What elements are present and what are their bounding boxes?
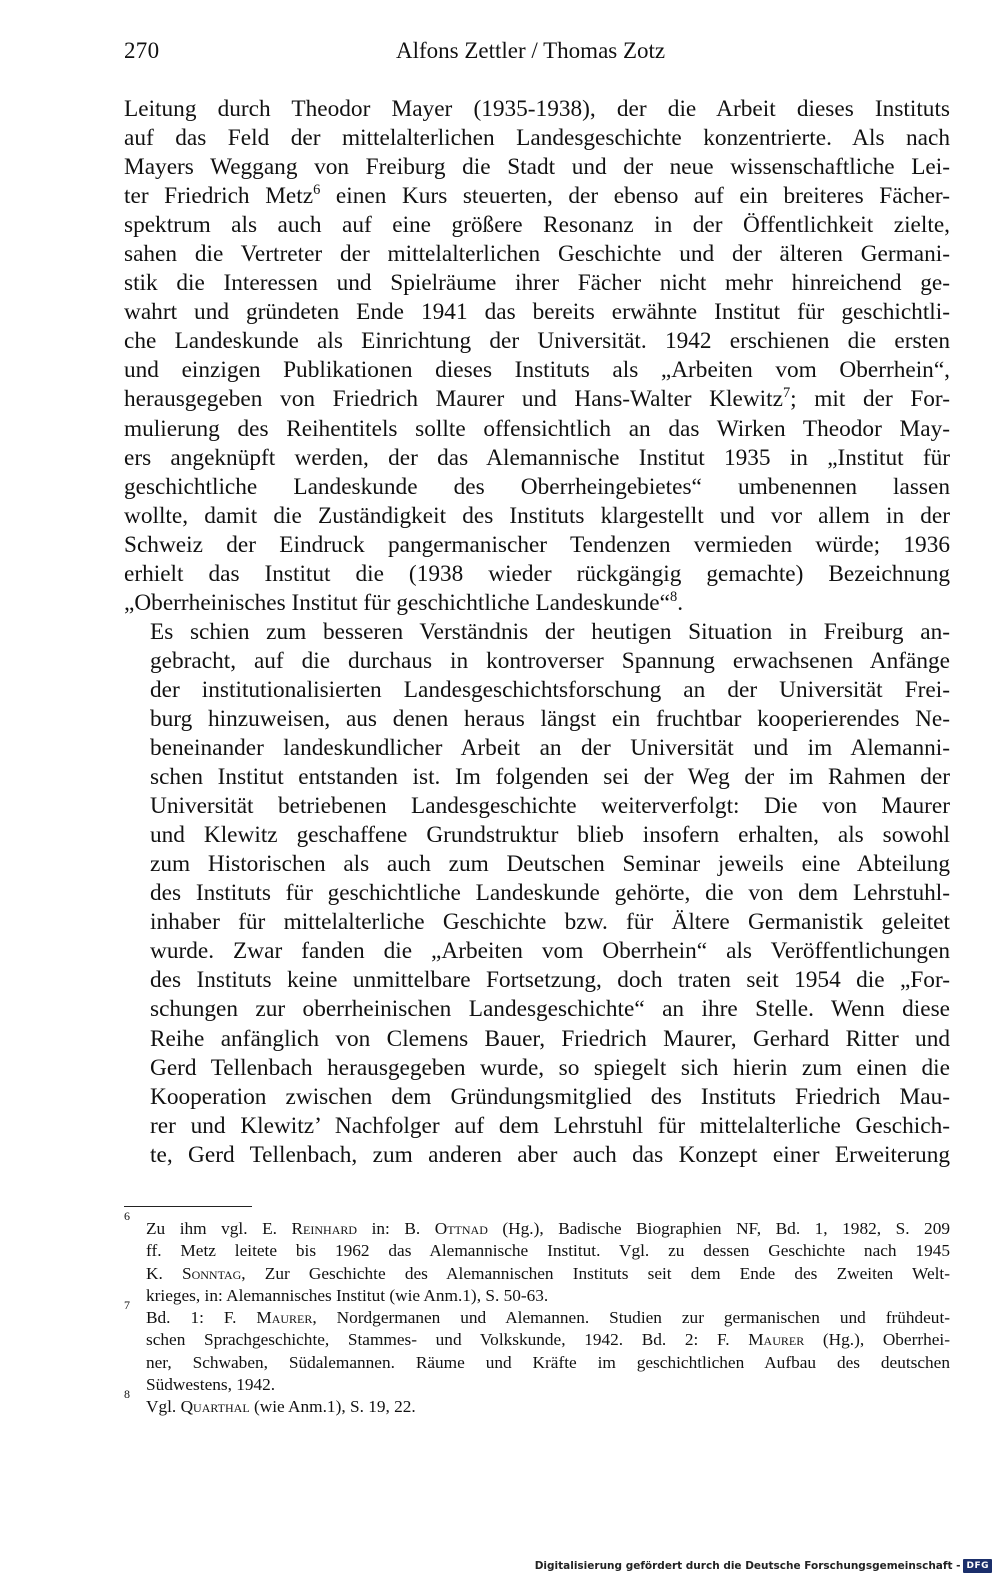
footnote-ref: 6 bbox=[313, 182, 321, 199]
text-line: stik die Interessen und Spielräume ihrer Fächer nicht mehr hinreichend ge- bbox=[124, 270, 950, 297]
text-line: geschichtliche Landeskunde des Oberrheingebietes“ umbenennen lassen bbox=[124, 473, 950, 500]
text-line: beneinander landeskundlicher Arbeit an der Universität und im Alemanni- bbox=[150, 735, 950, 762]
digitization-credit bbox=[535, 1556, 992, 1576]
page-number: 270 bbox=[124, 38, 160, 63]
footnote-line: Bd. 1: F. Maurer, Nordgermanen und Alemannen. Studien zur germanischen und frühdeut- bbox=[146, 1308, 951, 1328]
footnote-ref: 7 bbox=[782, 385, 791, 402]
footnote-line: K. Sonntag, Zur Geschichte des Alemannischen Instituts seit dem Ende des Zweiten Welt- bbox=[146, 1263, 950, 1283]
main-text bbox=[124, 95, 950, 1170]
text-line: schen Institut entstanden ist. Im folgenden sei der Weg der im Rahmen der bbox=[150, 764, 950, 791]
footnote-line: krieges, in: Alemannisches Institut (wie Anm.1), S. 50-63. bbox=[146, 1285, 549, 1305]
text-line: burg hinzuweisen, aus denen heraus längst ein fruchtbar kooperierendes Ne- bbox=[150, 705, 950, 732]
dfg-logo: DFG bbox=[963, 1559, 992, 1573]
page-header bbox=[124, 38, 950, 72]
text-line: und Klewitz geschaffene Grundstruktur blieb insofern erhalten, als sowohl bbox=[150, 822, 950, 849]
footnote-6: 6 Zu ihm vgl. E. Reinhard in: B. Ottnad (Hg.), Badische Biographien NF, Bd. 1, 1982, S. 209 ff. Metz leitete bis 1962 das Alemannische Institut. Vgl. zu dessen Geschichte nach 1945 K. Sonntag, Zur Geschichte des Alemannischen Instituts seit dem Ende des Zweiten Welt- krieges, in: Alemannisches Institut (wie Anm.1), S. 50-63. bbox=[124, 1218, 950, 1307]
text-line: Reihe anfänglich von Clemens Bauer, Friedrich Maurer, Gerhard Ritter und bbox=[150, 1025, 950, 1052]
text-line: Schweiz der Eindruck pangermanischer Tendenzen vermieden würde; 1936 bbox=[124, 531, 950, 558]
footnote-divider bbox=[124, 1206, 252, 1207]
text-line: ers angeknüpft werden, der das Alemannische Institut 1935 in „Institut für bbox=[124, 444, 950, 471]
footnote-line: ner, Schwaben, Südalemannen. Räume und Kräfte im geschichtlichen Aufbau des deutschen bbox=[146, 1352, 950, 1372]
text-line: erhielt das Institut die (1938 wieder rückgängig gemachte) Bezeichnung bbox=[124, 560, 950, 587]
footnote-line: Vgl. Quarthal (wie Anm.1), S. 19, 22. bbox=[146, 1397, 416, 1417]
text-line: wurde. Zwar fanden die „Arbeiten vom Oberrhein“ als Veröffentlichungen bbox=[150, 938, 950, 965]
text-line: herausgegeben von Friedrich Maurer und Hans-Walter Klewitz$^7$; mit der For- bbox=[124, 385, 950, 413]
text-line: und einzigen Publikationen dieses Instituts als „Arbeiten vom Oberrhein“, bbox=[124, 357, 950, 384]
footnote-ref: 8 bbox=[670, 589, 678, 606]
text-line: des Instituts keine unmittelbare Fortsetzung, doch traten seit 1954 die „For- bbox=[150, 967, 950, 994]
footnote-8: 8 Vgl. Quarthal (wie Anm.1), S. 19, 22. bbox=[124, 1396, 950, 1418]
footnote-line: Zu ihm vgl. E. Reinhard in: B. Ottnad (Hg.), Badische Biographien NF, Bd. 1, 1982, S. 209 bbox=[146, 1219, 950, 1238]
text-line: Es schien zum besseren Verständnis der heutigen Situation in Freiburg an- bbox=[150, 618, 950, 645]
text-line: mulierung des Reihentitels sollte offensichtlich an das Wirken Theodor May- bbox=[124, 415, 950, 442]
text-line: des Instituts für geschichtliche Landeskunde gehörte, die von dem Lehrstuhl- bbox=[150, 880, 950, 907]
footnote-line: ff. Metz leitete bis 1962 das Alemannische Institut. Vgl. zu dessen Geschichte nach 1945 bbox=[146, 1241, 950, 1261]
text-line: schungen zur oberrheinischen Landesgeschichte“ an ihre Stelle. Wenn diese bbox=[150, 996, 950, 1023]
text-line: auf das Feld der mittelalterlichen Landesgeschichte konzentrierte. Als nach bbox=[124, 125, 950, 152]
text-line: wollte, damit die Zuständigkeit des Instituts klargestellt und vor allem in der bbox=[124, 502, 950, 529]
text-line: che Landeskunde als Einrichtung der Universität. 1942 erschienen die ersten bbox=[124, 328, 950, 355]
text-line: der institutionalisierten Landesgeschichtsforschung an der Universität Frei- bbox=[150, 676, 950, 703]
text-line: „Oberrheinisches Institut für geschichtliche Landeskunde“$^8$. bbox=[124, 589, 684, 616]
text-line: sahen die Vertreter der mittelalterlichen Geschichte und der älteren Germani- bbox=[124, 241, 950, 268]
text-line: spektrum als auch auf eine größere Resonanz in der Öffentlichkeit zielte, bbox=[124, 212, 950, 239]
paragraph bbox=[124, 618, 950, 1170]
paragraph bbox=[124, 95, 950, 618]
footnotes bbox=[124, 1209, 951, 1419]
text-line: wahrt und gründeten Ende 1941 das bereits erwähnte Institut für geschichtli- bbox=[124, 299, 950, 326]
footnote-line: Südwestens, 1942. bbox=[146, 1375, 276, 1395]
text-line: Leitung durch Theodor Mayer (1935-1938), der die Arbeit dieses Instituts bbox=[124, 96, 950, 122]
text-line: inhaber für mittelalterliche Geschichte bzw. für Ältere Germanistik geleitet bbox=[150, 909, 950, 936]
running-head: Alfons Zettler / Thomas Zotz bbox=[396, 38, 666, 63]
footnote-7: 7 Bd. 1: F. Maurer, Nordgermanen und Alemannen. Studien zur germanischen und frühdeut- schen Sprachgeschichte, Stammes- und Volkskunde, 1942. Bd. 2: F. Maurer (Hg.), Oberrhei- ner, Schwaben, Südalemannen. Räume und Kräfte im geschichtlichen Aufbau des deutschen Südwestens, 1942. bbox=[124, 1307, 950, 1396]
text-line: Mayers Weggang von Freiburg die Stadt und der neue wissenschaftliche Lei- bbox=[124, 154, 950, 181]
text-line: rer und Klewitz’ Nachfolger auf dem Lehrstuhl für mittelalterliche Geschich- bbox=[150, 1112, 950, 1139]
text-line: Universität betriebenen Landesgeschichte weiterverfolgt: Die von Maurer bbox=[150, 793, 950, 820]
text-line: Kooperation zwischen dem Gründungsmitglied des Instituts Friedrich Mau- bbox=[150, 1083, 950, 1110]
text-line: ter Friedrich Metz$^6$ einen Kurs steuerten, der ebenso auf ein breiteres Fächer- bbox=[124, 182, 950, 210]
footnote-line: schen Sprachgeschichte, Stammes- und Volkskunde, 1942. Bd. 2: F. Maurer (Hg.), Oberrhei- bbox=[146, 1330, 950, 1350]
text-line: Gerd Tellenbach herausgegeben wurde, so spiegelt sich hierin zum einen die bbox=[150, 1054, 950, 1081]
text-line: gebracht, auf die durchaus in kontroverser Spannung erwachsenen Anfänge bbox=[150, 647, 950, 674]
text-line: te, Gerd Tellenbach, zum anderen aber auch das Konzept einer Erweiterung bbox=[150, 1141, 950, 1168]
credit-text: Digitalisierung gefördert durch die Deutsche Forschungsgemeinschaft - bbox=[534, 1560, 961, 1572]
text-line: zum Historischen als auch zum Deutschen Seminar jeweils eine Abteilung bbox=[150, 851, 950, 878]
